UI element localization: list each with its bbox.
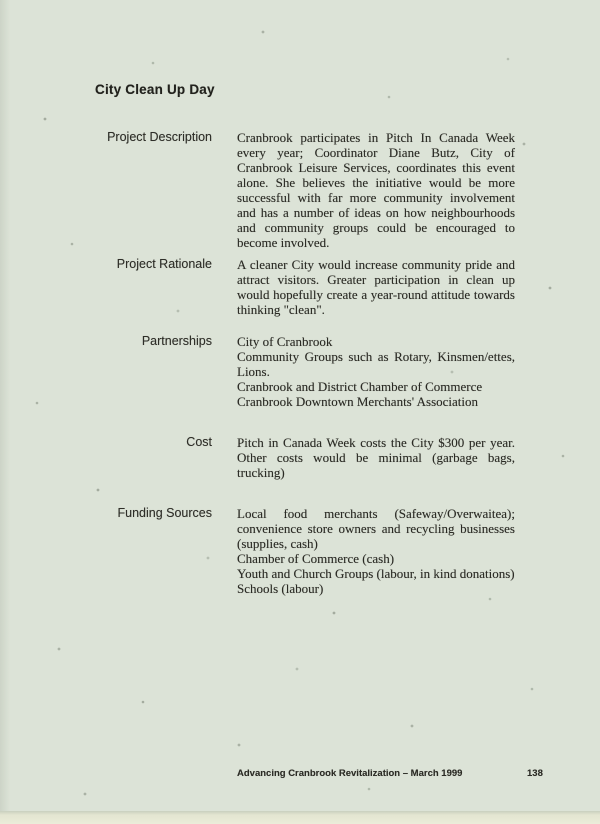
funding-item: Schools (labour) [237,581,324,596]
label-funding-sources: Funding Sources [117,506,212,520]
paragraph: A cleaner City would increase community pride and attract visitors. Greater participation in clean up would hopefully create a year-round attitude towards thinking "clean". [237,257,515,317]
scan-noise-specks [0,0,2,2]
paragraph: Cranbrook participates in Pitch In Canada Week every year; Coordinator Diane Butz, City of Cranbrook Leisure Services, coordinates this event alone. She believes the initiative would be more successful with far more community involvement and has a number of ideas on how neighbourhoods and community groups could be encouraged to become involved. [237,130,515,250]
label-cost: Cost [186,435,212,449]
partnership-item: City of Cranbrook [237,334,333,349]
label-project-description: Project Description [107,130,212,144]
content-cost [237,435,515,480]
content-project-rationale [237,257,515,317]
partnership-item: Cranbrook and District Chamber of Commerce [237,379,483,394]
content-project-description [237,130,515,250]
funding-item: Chamber of Commerce (cash) [237,551,395,566]
paragraph: Pitch in Canada Week costs the City $300 per year. Other costs would be minimal (garbage bags, trucking) [237,435,515,480]
funding-item: Local food merchants (Safeway/Overwaitea); convenience store owners and recycling businesses (supplies, cash) [237,506,515,551]
funding-item: Youth and Church Groups (labour, in kind donations) [237,566,515,581]
content-funding-sources [237,506,515,596]
page-title: City Clean Up Day [95,82,215,97]
label-project-rationale: Project Rationale [116,257,212,271]
content-partnerships [237,334,515,409]
footer-title: Advancing Cranbrook Revitalization – March 1999 [237,768,463,779]
label-partnerships: Partnerships [141,334,212,348]
partnership-item: Community Groups such as Rotary, Kinsmen/ettes, Lions. [237,349,515,379]
footer-page-number: 138 [527,768,543,779]
scan-edge-shading [0,0,10,824]
scan-bottom-edge [0,811,600,824]
partnership-item: Cranbrook Downtown Merchants' Association [237,394,479,409]
